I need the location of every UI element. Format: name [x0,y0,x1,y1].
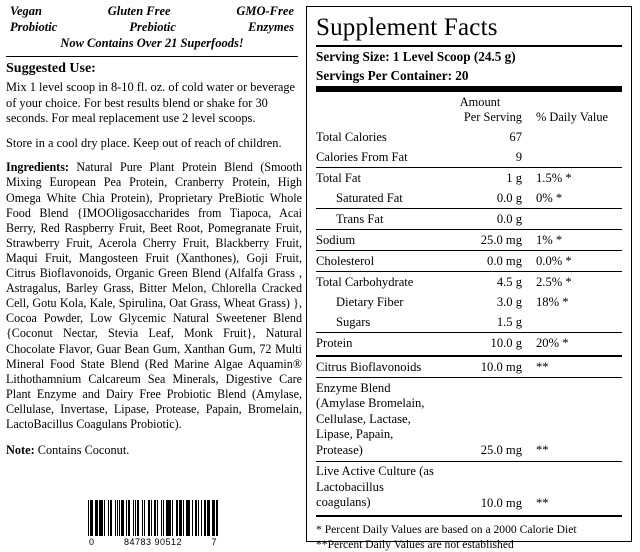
claim-enzymes: Enzymes [248,20,294,34]
nutrient-daily-value: ** [536,359,549,374]
nutrient-amount: 10.0 mg [480,359,522,374]
nutrient-amount: 25.0 mg [438,230,536,251]
nutrient-daily-value: 0.0% * [536,251,622,272]
nutrient-daily-value [536,147,622,168]
nutrient-name: Dietary Fiber [336,294,404,309]
nutrient-daily-value [536,209,622,230]
nutrient-name: Total Carbohydrate [316,272,438,293]
nutrient-name: Trans Fat [316,209,438,230]
servings-per-container: Servings Per Container: 20 [316,67,469,83]
table-row [316,127,622,147]
nutrient-name: Live Active Culture (as Lactobacillus coagulans) [316,461,438,513]
nutrient-name: Enzyme Blend (Amylase Bromelain, Cellulase, Lactase, Lipase, Papain, Protease) [316,378,438,462]
product-claims [6,4,298,51]
table-row [316,312,622,333]
claim-gluten-free: Gluten Free [107,4,171,18]
serving-size: Serving Size: 1 Level Scoop (24.5 g) [316,49,516,64]
nutrient-amount: 67 [509,129,522,144]
barcode-bars [88,500,218,536]
nutrient-amount: 0.0 g [438,209,536,230]
footnote-not-established: **Percent Daily Values are not established [316,538,514,551]
nutrient-name: Saturated Fat [336,190,403,205]
table-row [316,292,622,312]
table-row [316,378,622,462]
claim-gmo-free: GMO-Free [236,4,294,18]
barcode-digits-mid: 84783 90512 [123,537,183,547]
suggested-use-title: Suggested Use: [6,61,96,76]
note-label: Note: [6,443,35,458]
claim-vegan: Vegan [10,4,42,18]
nutrient-amount: 4.5 g [438,272,536,293]
nutrient-name: Calories From Fat [316,149,408,164]
nutrient-daily-value: 2.5% * [536,272,622,293]
nutrient-name: Sodium [316,230,438,251]
nutrient-amount: 10.0 mg [438,461,536,513]
nutrient-daily-value: 20% * [536,333,622,354]
nutrient-daily-value [536,312,622,333]
header-per-serving: Per Serving [463,109,522,124]
table-row [316,333,622,354]
left-column [6,4,302,458]
nutrient-amount: 0.0 g [496,190,522,205]
note-block [6,443,302,458]
footnotes [316,517,622,552]
table-row [316,168,622,189]
ingredients-block [6,160,302,432]
ingredients-label: Ingredients: [6,160,69,175]
nutrient-name: Protein [316,333,438,354]
note-text: Contains Coconut. [37,443,130,458]
table-row [316,230,622,251]
nutrient-name: Citrus Bioflavonoids [316,359,422,374]
nutrient-amount: 1 g [438,168,536,189]
table-header-row-1 [316,92,622,110]
nutrient-daily-value: ** [536,461,622,513]
nutrient-name: Sugars [336,314,371,329]
table-header-row-2 [316,110,622,128]
table-row [316,272,622,293]
claim-probiotic: Probiotic [10,20,58,34]
storage-text: Store in a cool dry place. Keep out of reach of children. [6,135,282,150]
table-row [316,188,622,209]
claim-superfoods: Now Contains Over 21 Superfoods! [60,36,244,50]
ingredients-text: Natural Pure Plant Protein Blend (Smooth Mixing European Pea Protein, Cranberry Protein, High Omega White Chia Protein), Proprietary PreBiotic Whole Food Blend {IMOOligosaccharides from Tiapoca, Acai Berry, Red Raspberry Fruit, Beet Root, Pomegranate Fruit, Strawberry Fruit, Acerola Cherry Fruit, Blackberry Fruit, Maqui Fruit, Mangosteen Fruit (Xanthones), Goji Fruit, Citrus Bioflavonoids, Organic Green Blend (Alfalfa Grass , Astragalus, Barley Grass, Bitter Melon, Chlorella Cracked Cell, Gotu Kola, Kale, Spirulina, Oat Grass, Wheat Grass) }, Cocoa Powder, Low Glycemic Natural Sweetener Blend {Coconut Nectar, Stevia Leaf, Monk Fruit}, Natural Chocolate Flavor, Guar Bean Gum, Xanthan Gum, 72 Multi Mineral Food State Blend (Red Marine Algae Aquamin® Lithothamnium Calcareum Sea Minerals, Digestive Care Plant Enzyme and Dairy Free Probiotic Blend (Amylase, Cellulase, Invertase, Lipase, Protease, Papain, Bromelain, LactoBacillus Coagulans Probiotic). [6,160,302,431]
nutrient-amount: 10.0 g [438,333,536,354]
nutrient-daily-value: 18% * [536,294,569,309]
barcode-number [88,537,218,547]
nutrient-daily-value: 0% * [536,190,563,205]
suggested-use-text: Mix 1 level scoop in 8-10 fl. oz. of cold water or beverage of your choice. For best results blend or shake for 30 seconds. For meal replacement use 2 level scoops. [6,80,296,126]
supplement-facts-panel [306,6,632,551]
nutrient-name: Total Fat [316,168,438,189]
table-row [316,461,622,513]
nutrient-daily-value: ** [536,378,622,462]
table-row [316,209,622,230]
nutrient-name: Total Calories [316,129,387,144]
nutrition-table [316,92,622,353]
divider [6,56,298,57]
nutrient-daily-value: 1.5% * [536,168,622,189]
table-row [316,357,622,378]
barcode-digit-right: 7 [211,537,217,547]
header-amount: Amount [459,94,501,109]
claim-prebiotic: Prebiotic [129,20,176,34]
nutrition-table-secondary [316,357,622,513]
nutrient-daily-value: 1% * [536,230,622,251]
supplement-facts-title: Supplement Facts [316,14,498,41]
nutrient-amount: 0.0 mg [438,251,536,272]
header-daily-value: % Daily Value [536,109,609,124]
nutrient-amount: 25.0 mg [438,378,536,462]
barcode-digit-left: 0 [89,537,95,547]
nutrient-daily-value [536,127,622,147]
nutrient-name: Cholesterol [316,251,438,272]
nutrient-amount: 3.0 g [496,294,522,309]
nutrient-amount: 1.5 g [496,314,522,329]
table-row [316,251,622,272]
footnote-daily-values: * Percent Daily Values are based on a 2000 Calorie Diet [316,523,577,536]
barcode [88,500,218,547]
table-row [316,147,622,168]
nutrient-amount: 9 [515,149,522,164]
